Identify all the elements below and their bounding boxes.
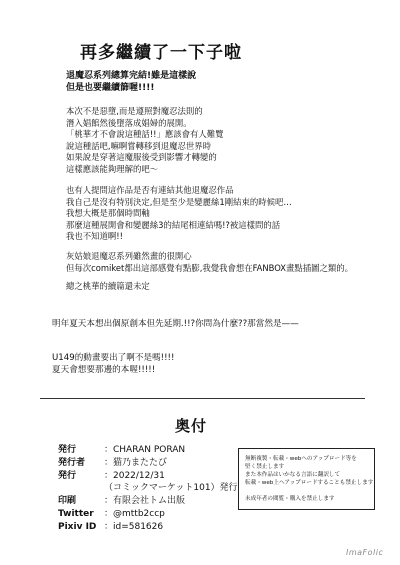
paragraph-line: 我想大概是那個時間軸 <box>66 208 150 219</box>
closing-line: 夏天會想要那邊的本喔!!!!! <box>52 365 156 375</box>
notice-line: 無断複製・転載・webへのアップロード等を <box>245 456 357 462</box>
colophon-title: 奥付 <box>175 417 208 435</box>
paragraph-line: 我也不知道啊!! <box>66 231 123 242</box>
colophon-row <box>58 444 238 457</box>
colophon-key <box>58 482 104 495</box>
colophon-key: Twitter <box>58 508 94 519</box>
colophon-value: ：有限会社トム出版 <box>104 496 186 507</box>
paragraph-2 <box>66 185 292 243</box>
colophon-value: （コミックマーケット101）発行 <box>104 483 238 494</box>
lede-line: 退魔忍系列總算完結!雖是這樣說 <box>66 71 197 81</box>
paragraph-line: 「桃華才不會說這種話!!」應該會有人難覽 <box>66 129 224 140</box>
colophon-key: 発行者 <box>58 457 86 468</box>
colophon-row <box>58 495 238 508</box>
colophon-key: 発行 <box>58 445 77 455</box>
colophon-value: ：猫乃またたび <box>104 457 168 468</box>
colophon-value: ：2022/12/31 <box>104 470 165 481</box>
colophon-value: ：id=581626 <box>104 521 164 532</box>
notice-line: 転載・web上へアップロードすることも禁止します <box>245 480 374 486</box>
paragraph-1 <box>66 106 223 176</box>
colophon-row <box>58 508 238 521</box>
section-divider <box>40 398 365 399</box>
paragraph-line: 也有人提問這作品是否有連結其他退魔忍作品 <box>66 185 234 195</box>
page-heading: 再多繼續了一下子啦 <box>80 43 242 63</box>
notice-spacer <box>245 487 369 495</box>
paragraph-3 <box>66 251 353 274</box>
paragraph-line: 我自己是沒有特別決定,但是至少是變麗絲1剛結束的時候吧… <box>66 196 292 207</box>
notice-line: また本作品はいかなる言語に翻訳して <box>245 472 341 478</box>
colophon-value: ：@mttb2ccp <box>104 508 165 519</box>
lede-line: 但是也要繼續篩喔!!!! <box>66 83 155 93</box>
notice-line: 未成年者の閲覧・購入を禁止します <box>245 496 335 502</box>
lede-block <box>66 70 196 94</box>
closing-line: U149的動畫要出了啊不是嗎!!!! <box>52 353 175 363</box>
paragraph-line: 那麼這種展開會和變麗絲3的結尾相連結嗎!?被這樣問的話 <box>66 219 281 230</box>
colophon-details <box>58 444 238 534</box>
paragraph-4 <box>66 281 150 293</box>
notice-line: 堅く禁止します <box>245 464 285 470</box>
colophon-value: ：CHARAN PORAN <box>104 445 186 455</box>
colophon-row <box>58 470 238 483</box>
paragraph-line: 灰姑娘退魔忍系列雖然畫的很開心 <box>66 251 192 261</box>
copyright-notice-box <box>238 448 375 510</box>
colophon-row <box>58 521 238 534</box>
paragraph-line: 這樣應該能夠理解的吧〜 <box>66 163 159 174</box>
closing-1 <box>52 318 299 330</box>
colophon-key: Pixiv ID <box>58 521 97 532</box>
closing-line: 明年夏天本想出個原創本但先延期.!!?你問為什麼??那當然是—— <box>52 319 299 329</box>
colophon-key: 印刷 <box>58 496 77 507</box>
closing-2 <box>52 352 174 376</box>
watermark-text: ImaFolic <box>346 548 384 557</box>
paragraph-line: 但每次comiket都出這部感覺有點膨,我覺我會想在FANBOX畫點插圖之類的。 <box>66 262 354 273</box>
paragraph-line: 本次不是惡墮,而是遵照對魔忍法則的 <box>66 106 203 116</box>
colophon-row <box>58 457 238 470</box>
colophon-row <box>58 482 238 495</box>
paragraph-line: 潛入娼館然後墮落成娼婦的展開。 <box>66 117 192 128</box>
colophon-key: 発行 <box>58 470 77 481</box>
paragraph-line: 總之桃華的續篇還未定 <box>66 281 150 291</box>
paragraph-line: 如果說是穿著這魔服後受到影響才轉變的 <box>66 152 217 163</box>
paragraph-line: 說這種話吧,嘛啊嘗轉移到退魔忍世界時 <box>66 140 212 151</box>
